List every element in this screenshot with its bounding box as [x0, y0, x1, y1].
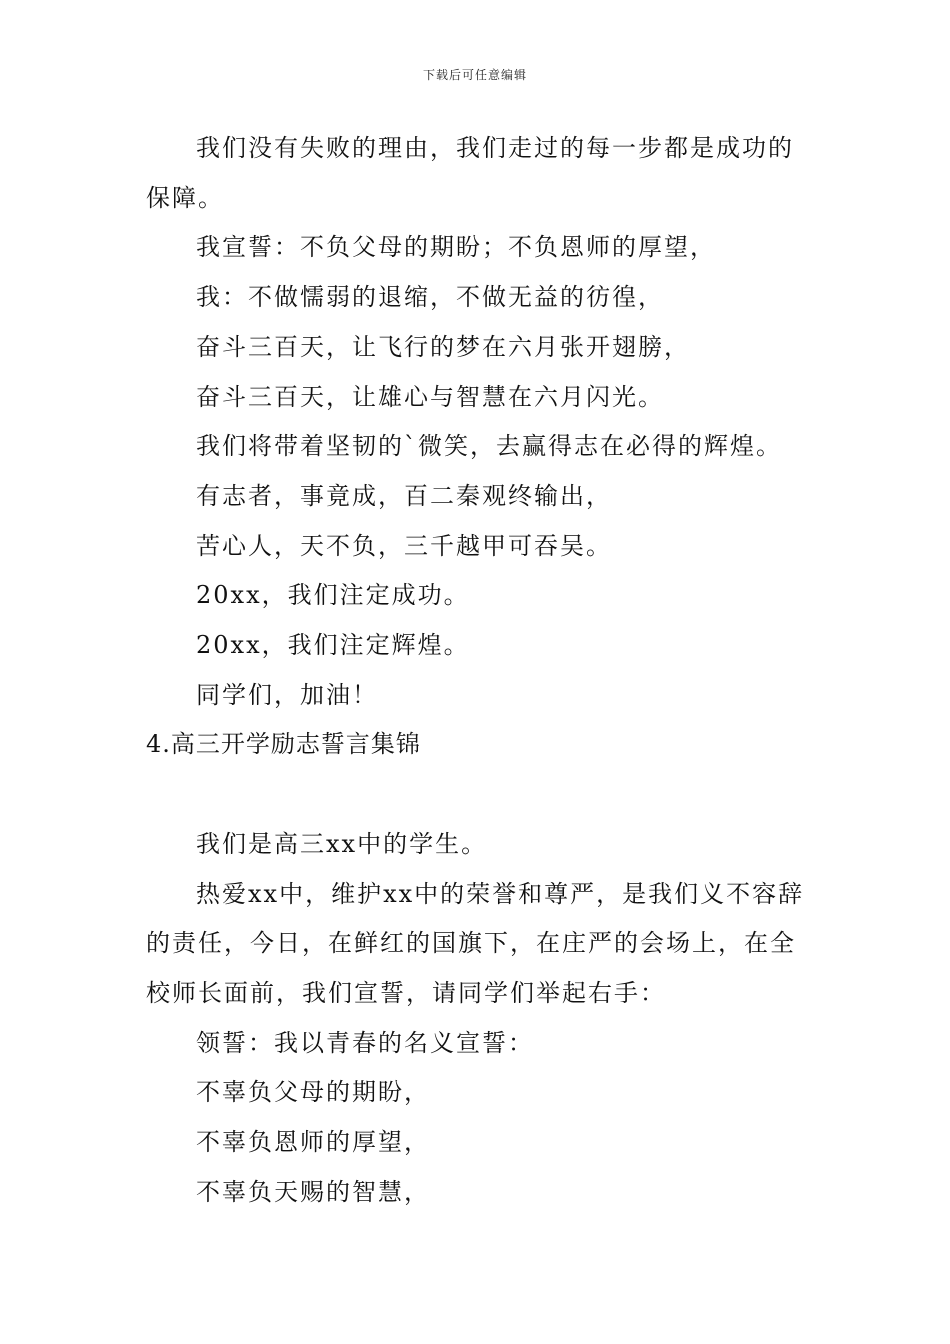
paragraph: 奋斗三百天，让雄心与智慧在六月闪光。 — [196, 382, 664, 411]
paragraph: 我宣誓：不负父母的期盼；不负恩师的厚望， — [196, 233, 716, 262]
paragraph: 不辜负恩师的厚望， — [196, 1128, 430, 1157]
paragraph: 热爱xx中，维护xx中的荣誉和尊严，是我们义不容辞的责任，今日，在鲜红的国旗下，在庄严的会场上，在全校师长面前，我们宣誓，请同学们举起右手： — [146, 879, 805, 1007]
paragraph: 有志者，事竟成，百二秦观终输出， — [196, 481, 612, 510]
paragraph: 我们将带着坚韧的`微笑，去赢得志在必得的辉煌。 — [196, 432, 782, 461]
document-body — [146, 124, 816, 1217]
paragraph: 同学们，加油！ — [196, 680, 378, 709]
blank-line — [146, 770, 816, 820]
paragraph: 我们没有失败的理由，我们走过的每一步都是成功的保障。 — [146, 134, 794, 212]
paragraph: 不辜负天赐的智慧， — [196, 1177, 430, 1206]
paragraph: 苦心人，天不负，三千越甲可吞吴。 — [196, 531, 612, 560]
section-heading: 4.高三开学励志誓言集锦 — [146, 730, 421, 759]
paragraph: 奋斗三百天，让飞行的梦在六月张开翅膀， — [196, 332, 690, 361]
paragraph: 我们是高三xx中的学生。 — [196, 829, 488, 858]
paragraph: 我：不做懦弱的退缩，不做无益的彷徨， — [196, 283, 664, 312]
paragraph: 领誓：我以青春的名义宣誓： — [196, 1028, 534, 1057]
paragraph: 20xx，我们注定成功。 — [196, 581, 470, 610]
paragraph: 20xx，我们注定辉煌。 — [196, 631, 470, 660]
paragraph: 不辜负父母的期盼， — [196, 1078, 430, 1107]
page-header: 下载后可任意编辑 — [422, 68, 527, 82]
